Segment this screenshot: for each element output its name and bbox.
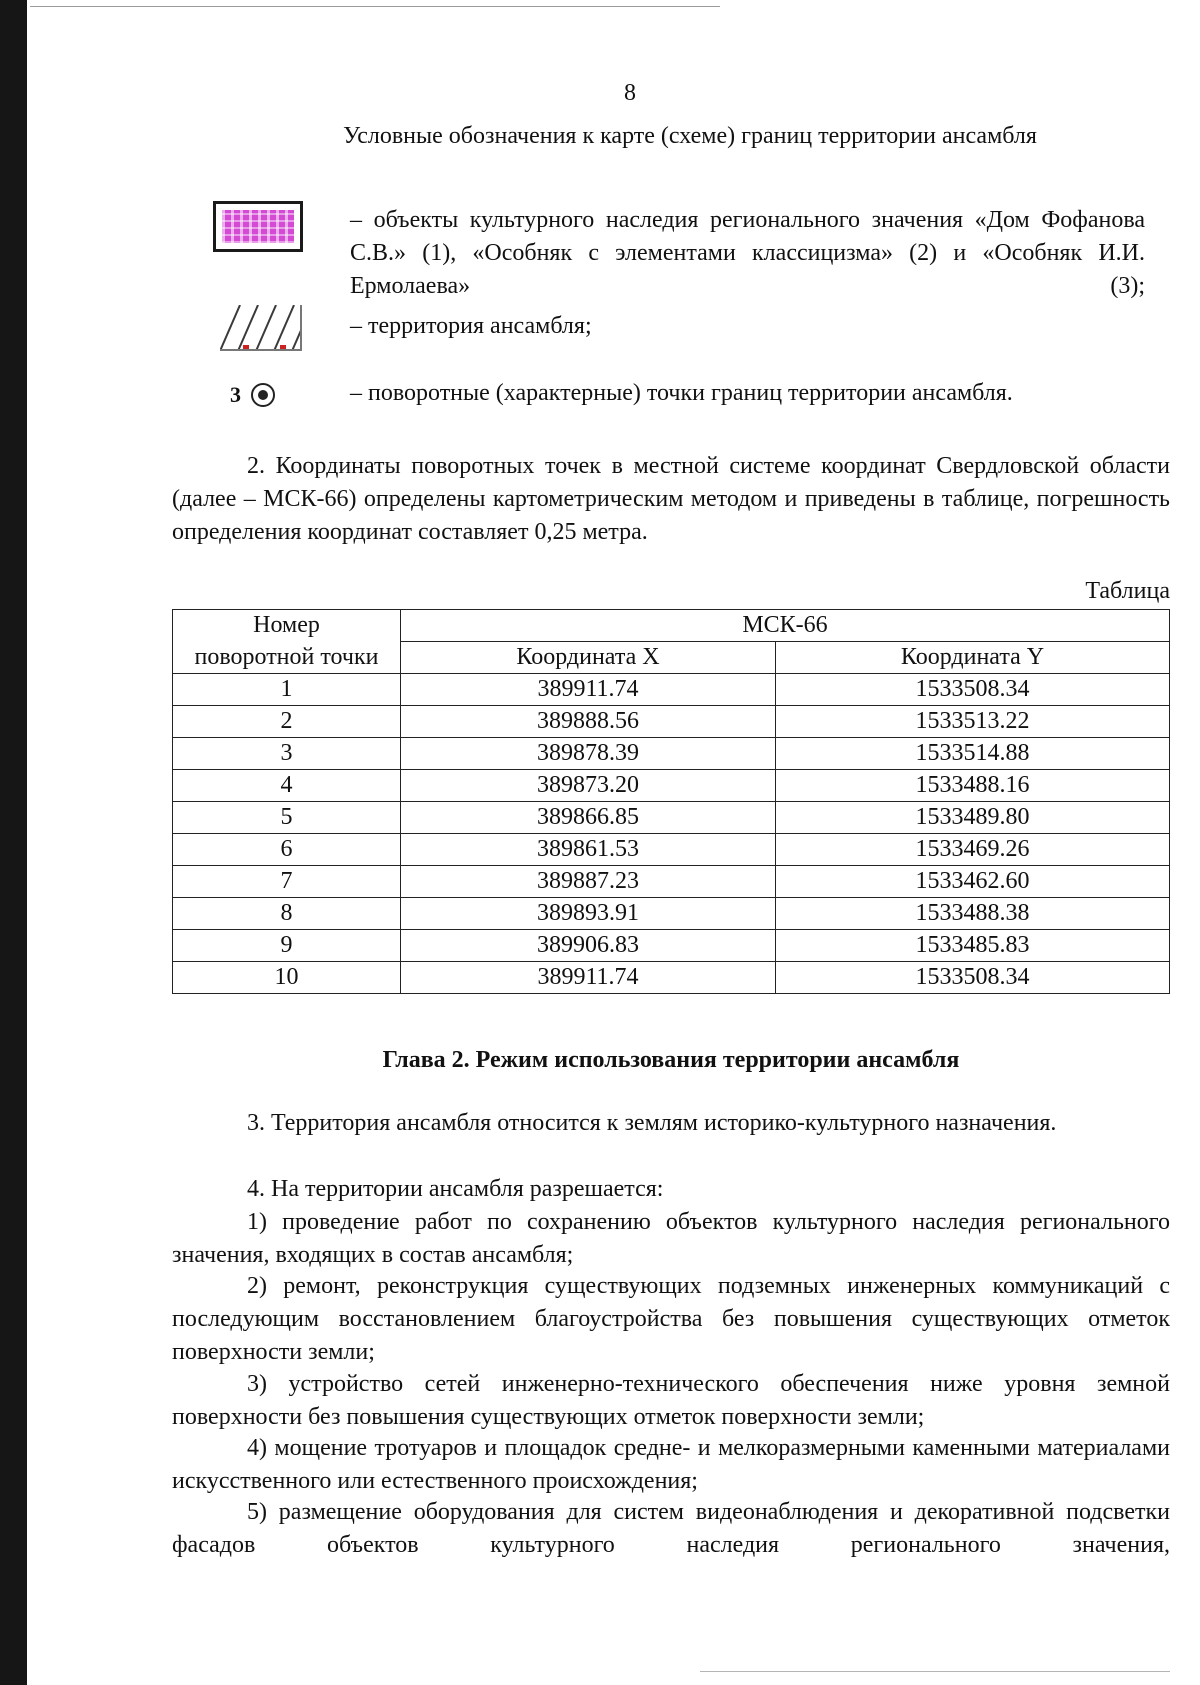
header-coordinate-system: МСК-66	[401, 610, 1170, 642]
cell-point-number: 7	[173, 866, 401, 898]
legend-item-points: – поворотные (характерные) точки границ территории ансамбля.	[350, 380, 1013, 406]
table-row	[173, 866, 1170, 898]
table-row	[173, 898, 1170, 930]
legend-item-heritage: – объекты культурного наследия регионального значения «Дом Фофанова С.В.» (1), «Особняк с элементами классицизма» (2) и «Особняк И.И. Ермолаева» (3);	[350, 207, 1145, 299]
scan-left-edge	[0, 0, 27, 1685]
table-subheader-row	[173, 642, 1170, 674]
scan-top-line	[30, 6, 720, 7]
cell-coordinate-x: 389911.74	[401, 674, 776, 706]
coordinates-table	[172, 609, 1170, 994]
table-row	[173, 738, 1170, 770]
cell-coordinate-x: 389911.74	[401, 962, 776, 994]
table-row	[173, 930, 1170, 962]
table-row	[173, 706, 1170, 738]
turning-point-number: 3	[230, 382, 241, 407]
cell-coordinate-y: 1533489.80	[776, 802, 1170, 834]
cell-coordinate-x: 389893.91	[401, 898, 776, 930]
cell-coordinate-y: 1533485.83	[776, 930, 1170, 962]
chapter-title: Глава 2. Режим использования территории ансамбля	[382, 1047, 960, 1073]
list-item: 5) размещение оборудования для систем видеонаблюдения и декоративной подсветки фасадов объектов культурного наследия регионального значения,	[172, 1499, 1170, 1558]
cell-coordinate-x: 389878.39	[401, 738, 776, 770]
header-coordinate-x: Координата X	[401, 642, 776, 674]
scan-bottom-line	[700, 1671, 1170, 1672]
hatch-territory-icon	[220, 305, 302, 351]
legend-item-territory: – территория ансамбля;	[350, 313, 592, 339]
cell-point-number: 10	[173, 962, 401, 994]
paragraph-coordinates: 2. Координаты поворотных точек в местной системе координат Свердловской области (далее – МСК-66) определены картометрическим методом и приведены в таблице, погрешность определения координат составляет 0,25 метра.	[172, 453, 1170, 545]
cell-point-number: 9	[173, 930, 401, 962]
header-point-number-line2: поворотной точки	[173, 642, 401, 674]
cell-point-number: 1	[173, 674, 401, 706]
cell-coordinate-x: 389866.85	[401, 802, 776, 834]
list-item: 1) проведение работ по сохранению объектов культурного наследия регионального значения, входящих в состав ансамбля;	[172, 1209, 1170, 1268]
cell-coordinate-x: 389888.56	[401, 706, 776, 738]
cell-coordinate-x: 389861.53	[401, 834, 776, 866]
cell-coordinate-y: 1533469.26	[776, 834, 1170, 866]
header-coordinate-y: Координата Y	[776, 642, 1170, 674]
cell-coordinate-x: 389873.20	[401, 770, 776, 802]
cell-point-number: 6	[173, 834, 401, 866]
table-row	[173, 770, 1170, 802]
cell-point-number: 3	[173, 738, 401, 770]
table-row	[173, 802, 1170, 834]
table-row	[173, 674, 1170, 706]
paragraph-4: 4. На территории ансамбля разрешается:	[247, 1176, 664, 1202]
table-row	[173, 962, 1170, 994]
cell-point-number: 4	[173, 770, 401, 802]
turning-point-legend	[230, 380, 277, 410]
cell-coordinate-y: 1533488.16	[776, 770, 1170, 802]
header-point-number: Номер	[173, 610, 401, 642]
table-row	[173, 834, 1170, 866]
list-item: 3) устройство сетей инженерно-технического обеспечения ниже уровня земной поверхности без повышения существующих отметок поверхности земли;	[172, 1371, 1170, 1430]
table-header-row	[173, 610, 1170, 642]
cell-coordinate-y: 1533514.88	[776, 738, 1170, 770]
table-label: Таблица	[1085, 578, 1170, 604]
cell-coordinate-y: 1533488.38	[776, 898, 1170, 930]
list-item: 4) мощение тротуаров и площадок средне- и мелкоразмерными каменными материалами искусственного или естественного происхождения;	[172, 1435, 1170, 1494]
cell-point-number: 5	[173, 802, 401, 834]
cell-coordinate-x: 389906.83	[401, 930, 776, 962]
cell-coordinate-y: 1533513.22	[776, 706, 1170, 738]
cell-point-number: 2	[173, 706, 401, 738]
cell-point-number: 8	[173, 898, 401, 930]
legend-title: Условные обозначения к карте (схеме) границ территории ансамбля	[343, 123, 1037, 149]
cell-coordinate-y: 1533508.34	[776, 962, 1170, 994]
list-item: 2) ремонт, реконструкция существующих подземных инженерных коммуникаций с последующим восстановлением благоустройства без повышения существующих отметок поверхности земли;	[172, 1273, 1170, 1365]
turning-point-icon	[249, 381, 277, 409]
heritage-object-icon	[213, 201, 303, 252]
cell-coordinate-x: 389887.23	[401, 866, 776, 898]
cell-coordinate-y: 1533508.34	[776, 674, 1170, 706]
page-number: 8	[624, 80, 636, 106]
paragraph-3: 3. Территория ансамбля относится к землям историко-культурного назначения.	[247, 1110, 1057, 1136]
cell-coordinate-y: 1533462.60	[776, 866, 1170, 898]
